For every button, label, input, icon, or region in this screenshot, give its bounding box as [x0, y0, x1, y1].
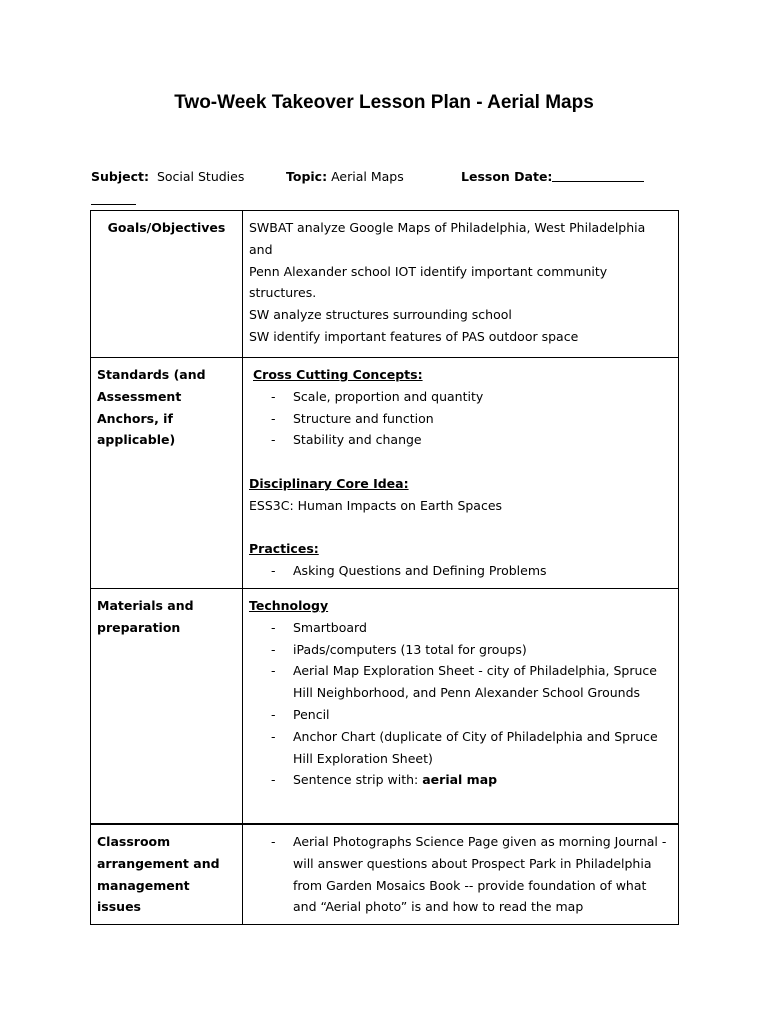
- lesson-date-blank: [552, 167, 644, 182]
- materials-content: [243, 588, 679, 824]
- core-idea-text: ESS3C: Human Impacts on Earth Spaces: [249, 497, 503, 513]
- list-item: - iPads/computers (13 total for groups): [271, 639, 672, 661]
- list-item: - Aerial Photographs Science Page given as morning Journal - will answer questions about Prospect Park in Philadelphia from Garden Mosaics Book -- provide foundation of what and “Aerial photo” is and how to read the map: [271, 831, 672, 918]
- goals-row: [91, 211, 679, 358]
- materials-row: [91, 588, 679, 824]
- goals-content: [243, 211, 679, 358]
- lesson-date-blank-continued: [91, 204, 136, 205]
- materials-label: Materials and preparation: [91, 588, 243, 824]
- topic-field: [286, 167, 404, 186]
- goals-line: SW identify important features of PAS outdoor space: [249, 328, 579, 344]
- topic-value: Aerial Maps: [331, 169, 404, 184]
- lesson-date-field: [461, 167, 552, 186]
- technology-heading: Technology: [249, 597, 329, 613]
- lesson-date-label: Lesson Date:: [461, 169, 553, 184]
- goals-label: Goals/Objectives: [91, 211, 243, 358]
- sentence-strip-text: Sentence strip with:: [293, 772, 423, 788]
- list-item: - Structure and function: [271, 408, 672, 430]
- cross-cutting-heading: Cross Cutting Concepts:: [253, 367, 423, 382]
- list-item: - Anchor Chart (duplicate of City of Philadelphia and Spruce Hill Exploration Sheet): [271, 726, 672, 770]
- sentence-strip-bold: aerial map: [422, 772, 498, 788]
- classroom-list: [249, 831, 672, 918]
- goals-line: SWBAT analyze Google Maps of Philadelphia, West Philadelphia and: [249, 220, 646, 257]
- goals-line: Penn Alexander school IOT identify important community structures.: [249, 263, 608, 301]
- classroom-content: [243, 824, 679, 925]
- standards-label: Standards (and Assessment Anchors, if applicable): [91, 358, 243, 589]
- list-item: - Scale, proportion and quantity: [271, 386, 672, 408]
- classroom-label: Classroom arrangement and management issues: [91, 824, 243, 925]
- list-item: - Stability and change: [271, 429, 672, 451]
- list-item: [271, 769, 672, 791]
- list-item: - Asking Questions and Defining Problems: [271, 560, 672, 582]
- subject-field: [91, 167, 244, 186]
- lesson-plan-table: [90, 210, 679, 925]
- practices-heading: Practices:: [249, 541, 319, 557]
- document-title: Two-Week Takeover Lesson Plan - Aerial Maps: [174, 92, 594, 113]
- cross-cutting-list: [249, 386, 672, 451]
- subject-label: Subject:: [91, 169, 149, 184]
- materials-list: [249, 617, 672, 791]
- list-item: - Aerial Map Exploration Sheet - city of Philadelphia, Spruce Hill Neighborhood, and Penn Alexander School Grounds: [271, 660, 672, 704]
- goals-line: SW analyze structures surrounding school: [249, 307, 512, 323]
- standards-content: [243, 358, 679, 589]
- topic-label: Topic:: [286, 169, 328, 184]
- list-item: - Pencil: [271, 704, 672, 726]
- classroom-row: [91, 824, 679, 925]
- subject-value: Social Studies: [156, 169, 245, 184]
- standards-row: [91, 358, 679, 589]
- practices-list: [249, 560, 672, 582]
- core-idea-heading: Disciplinary Core Idea:: [249, 475, 409, 491]
- list-item: - Smartboard: [271, 617, 672, 639]
